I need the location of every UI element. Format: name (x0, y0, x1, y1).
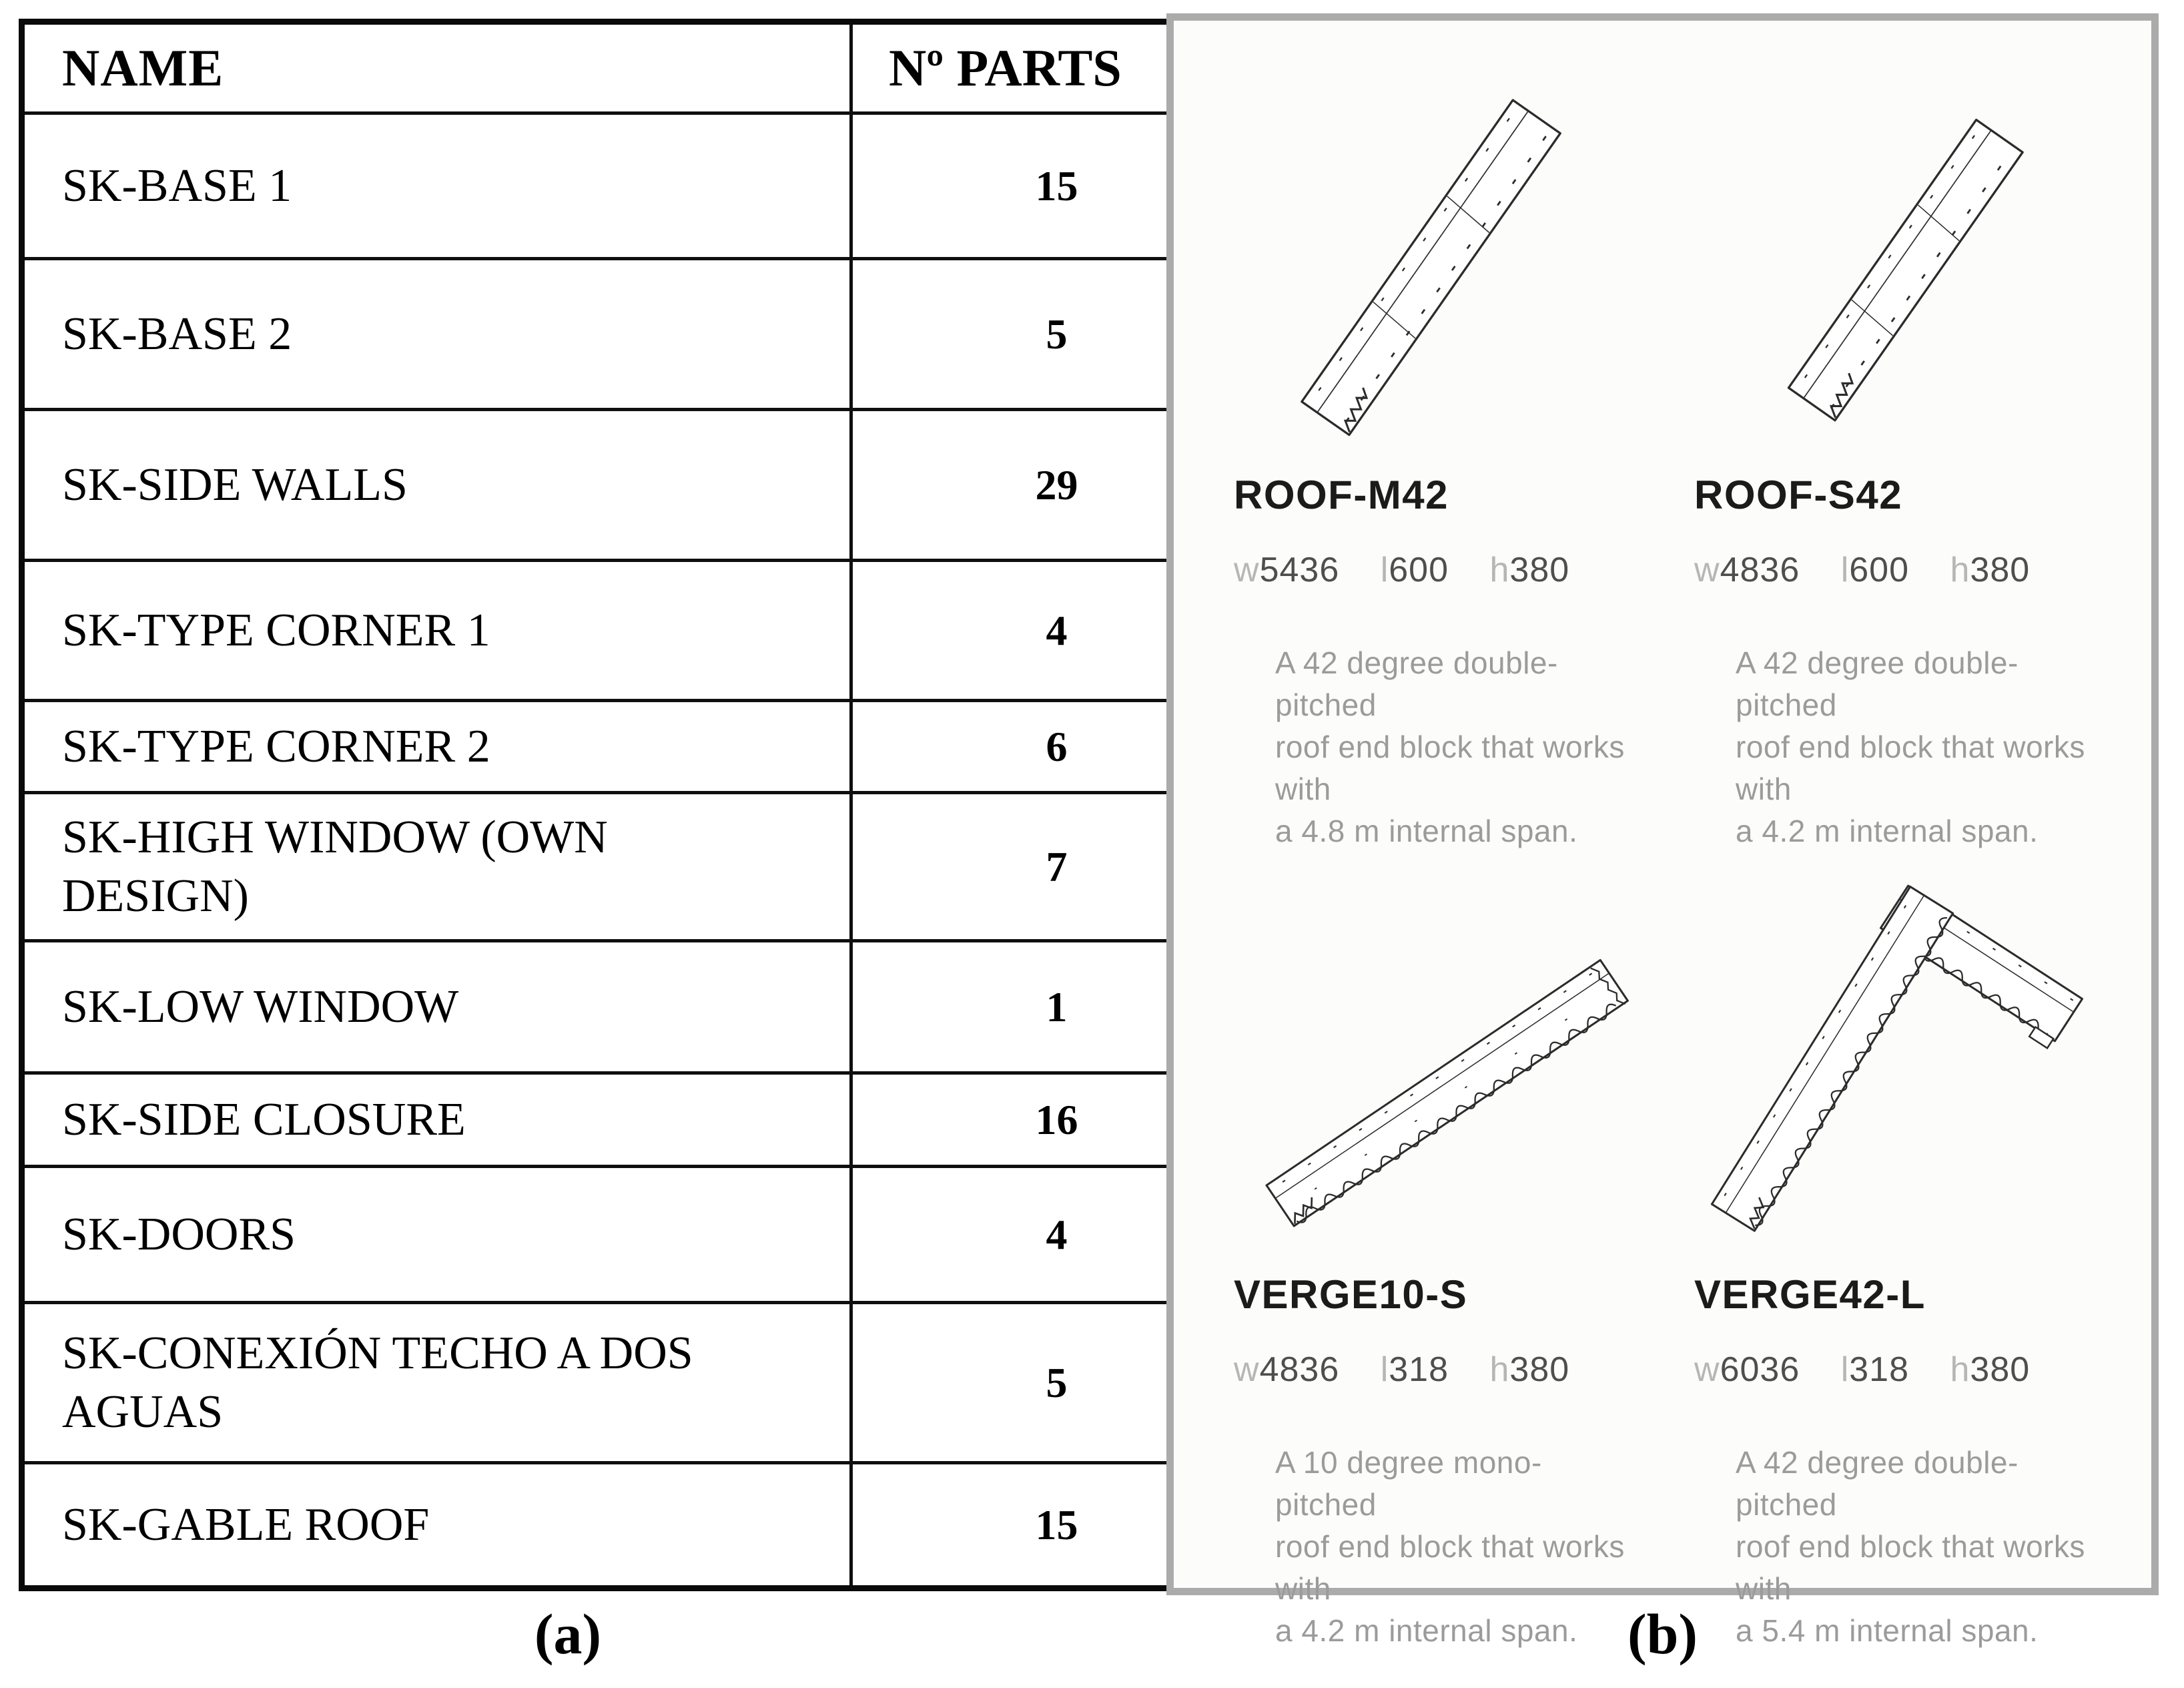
product-description: A 42 degree double-pitched roof end block that works with a 4.2 m internal span. (1736, 645, 2085, 848)
width-dim: w6036 (1694, 1350, 1800, 1389)
part-count: 15 (851, 1463, 1264, 1589)
product-dimensions (1234, 1350, 1634, 1390)
part-count: 5 (851, 259, 1264, 410)
part-name: SK-LOW WINDOW (22, 941, 851, 1073)
length-dim: l318 (1380, 1350, 1449, 1389)
table-row (22, 259, 1264, 410)
product-name: VERGE42-L (1694, 1272, 1926, 1317)
height-dim: h380 (1489, 1350, 1570, 1389)
part-name: SK-SIDE CLOSURE (22, 1073, 851, 1167)
part-name: SK-BASE 2 (22, 259, 851, 410)
product-card-verge10-s (1174, 827, 1634, 1652)
part-name: SK-TYPE CORNER 2 (22, 701, 851, 793)
part-count: 4 (851, 561, 1264, 701)
part-name: SK-GABLE ROOF (22, 1463, 851, 1589)
part-name: SK-HIGH WINDOW (OWN DESIGN) (22, 793, 851, 941)
width-dim: w4836 (1694, 551, 1800, 589)
table-row (22, 701, 1264, 793)
product-panel (1166, 13, 2159, 1648)
product-name: VERGE10-S (1234, 1272, 1468, 1317)
part-count: 5 (851, 1303, 1264, 1463)
part-count: 15 (851, 113, 1264, 259)
caption-b: (b) (1627, 1602, 1698, 1666)
roof-s42-line-drawing (1694, 47, 2135, 455)
product-name: ROOF-S42 (1694, 473, 1903, 517)
product-card-verge42-l (1634, 827, 2108, 1652)
part-name: SK-SIDE WALLS (22, 410, 851, 561)
table-row (22, 793, 1264, 941)
product-description: A 42 degree double-pitched roof end block that works with a 5.4 m internal span. (1736, 1445, 2085, 1648)
width-dim: w4836 (1234, 1350, 1340, 1389)
product-grid (1174, 21, 2151, 1652)
roof-m42-line-drawing (1234, 47, 1674, 455)
height-dim: h380 (1950, 1350, 2031, 1389)
part-count: 16 (851, 1073, 1264, 1167)
part-count: 4 (851, 1167, 1264, 1303)
product-card-roof-m42 (1174, 47, 1634, 848)
parts-table (19, 19, 1266, 1591)
product-description: A 42 degree double-pitched roof end block that works with a 4.8 m internal span. (1275, 645, 1625, 848)
length-dim: l318 (1840, 1350, 1910, 1389)
product-dimensions (1694, 550, 2108, 590)
table-header-row (22, 22, 1264, 113)
part-name: SK-DOORS (22, 1167, 851, 1303)
length-dim: l600 (1840, 551, 1910, 589)
verge42-l-line-drawing (1694, 827, 2135, 1254)
part-name: SK-TYPE CORNER 1 (22, 561, 851, 701)
part-count: 7 (851, 793, 1264, 941)
table-row (22, 410, 1264, 561)
part-name: SK-BASE 1 (22, 113, 851, 259)
table-row (22, 113, 1264, 259)
height-dim: h380 (1489, 551, 1570, 589)
header-parts: Nº PARTS (851, 22, 1264, 113)
product-card-roof-s42 (1634, 47, 2108, 848)
header-name: NAME (22, 22, 851, 113)
table-row (22, 561, 1264, 701)
part-count: 6 (851, 701, 1264, 793)
product-name: ROOF-M42 (1234, 473, 1449, 517)
product-dimensions (1694, 1350, 2108, 1390)
table-row (22, 1303, 1264, 1463)
width-dim: w5436 (1234, 551, 1340, 589)
part-name: SK-CONEXIÓN TECHO A DOS AGUAS (22, 1303, 851, 1463)
table-row (22, 1073, 1264, 1167)
table-row (22, 1167, 1264, 1303)
height-dim: h380 (1950, 551, 2031, 589)
table-row (22, 941, 1264, 1073)
part-count: 29 (851, 410, 1264, 561)
product-dimensions (1234, 550, 1634, 590)
verge10-s-line-drawing (1234, 827, 1674, 1254)
product-description: A 10 degree mono-pitched roof end block that works with a 4.2 m internal span. (1275, 1445, 1625, 1648)
table-row (22, 1463, 1264, 1589)
part-count: 1 (851, 941, 1264, 1073)
caption-a: (a) (534, 1602, 602, 1666)
length-dim: l600 (1380, 551, 1449, 589)
